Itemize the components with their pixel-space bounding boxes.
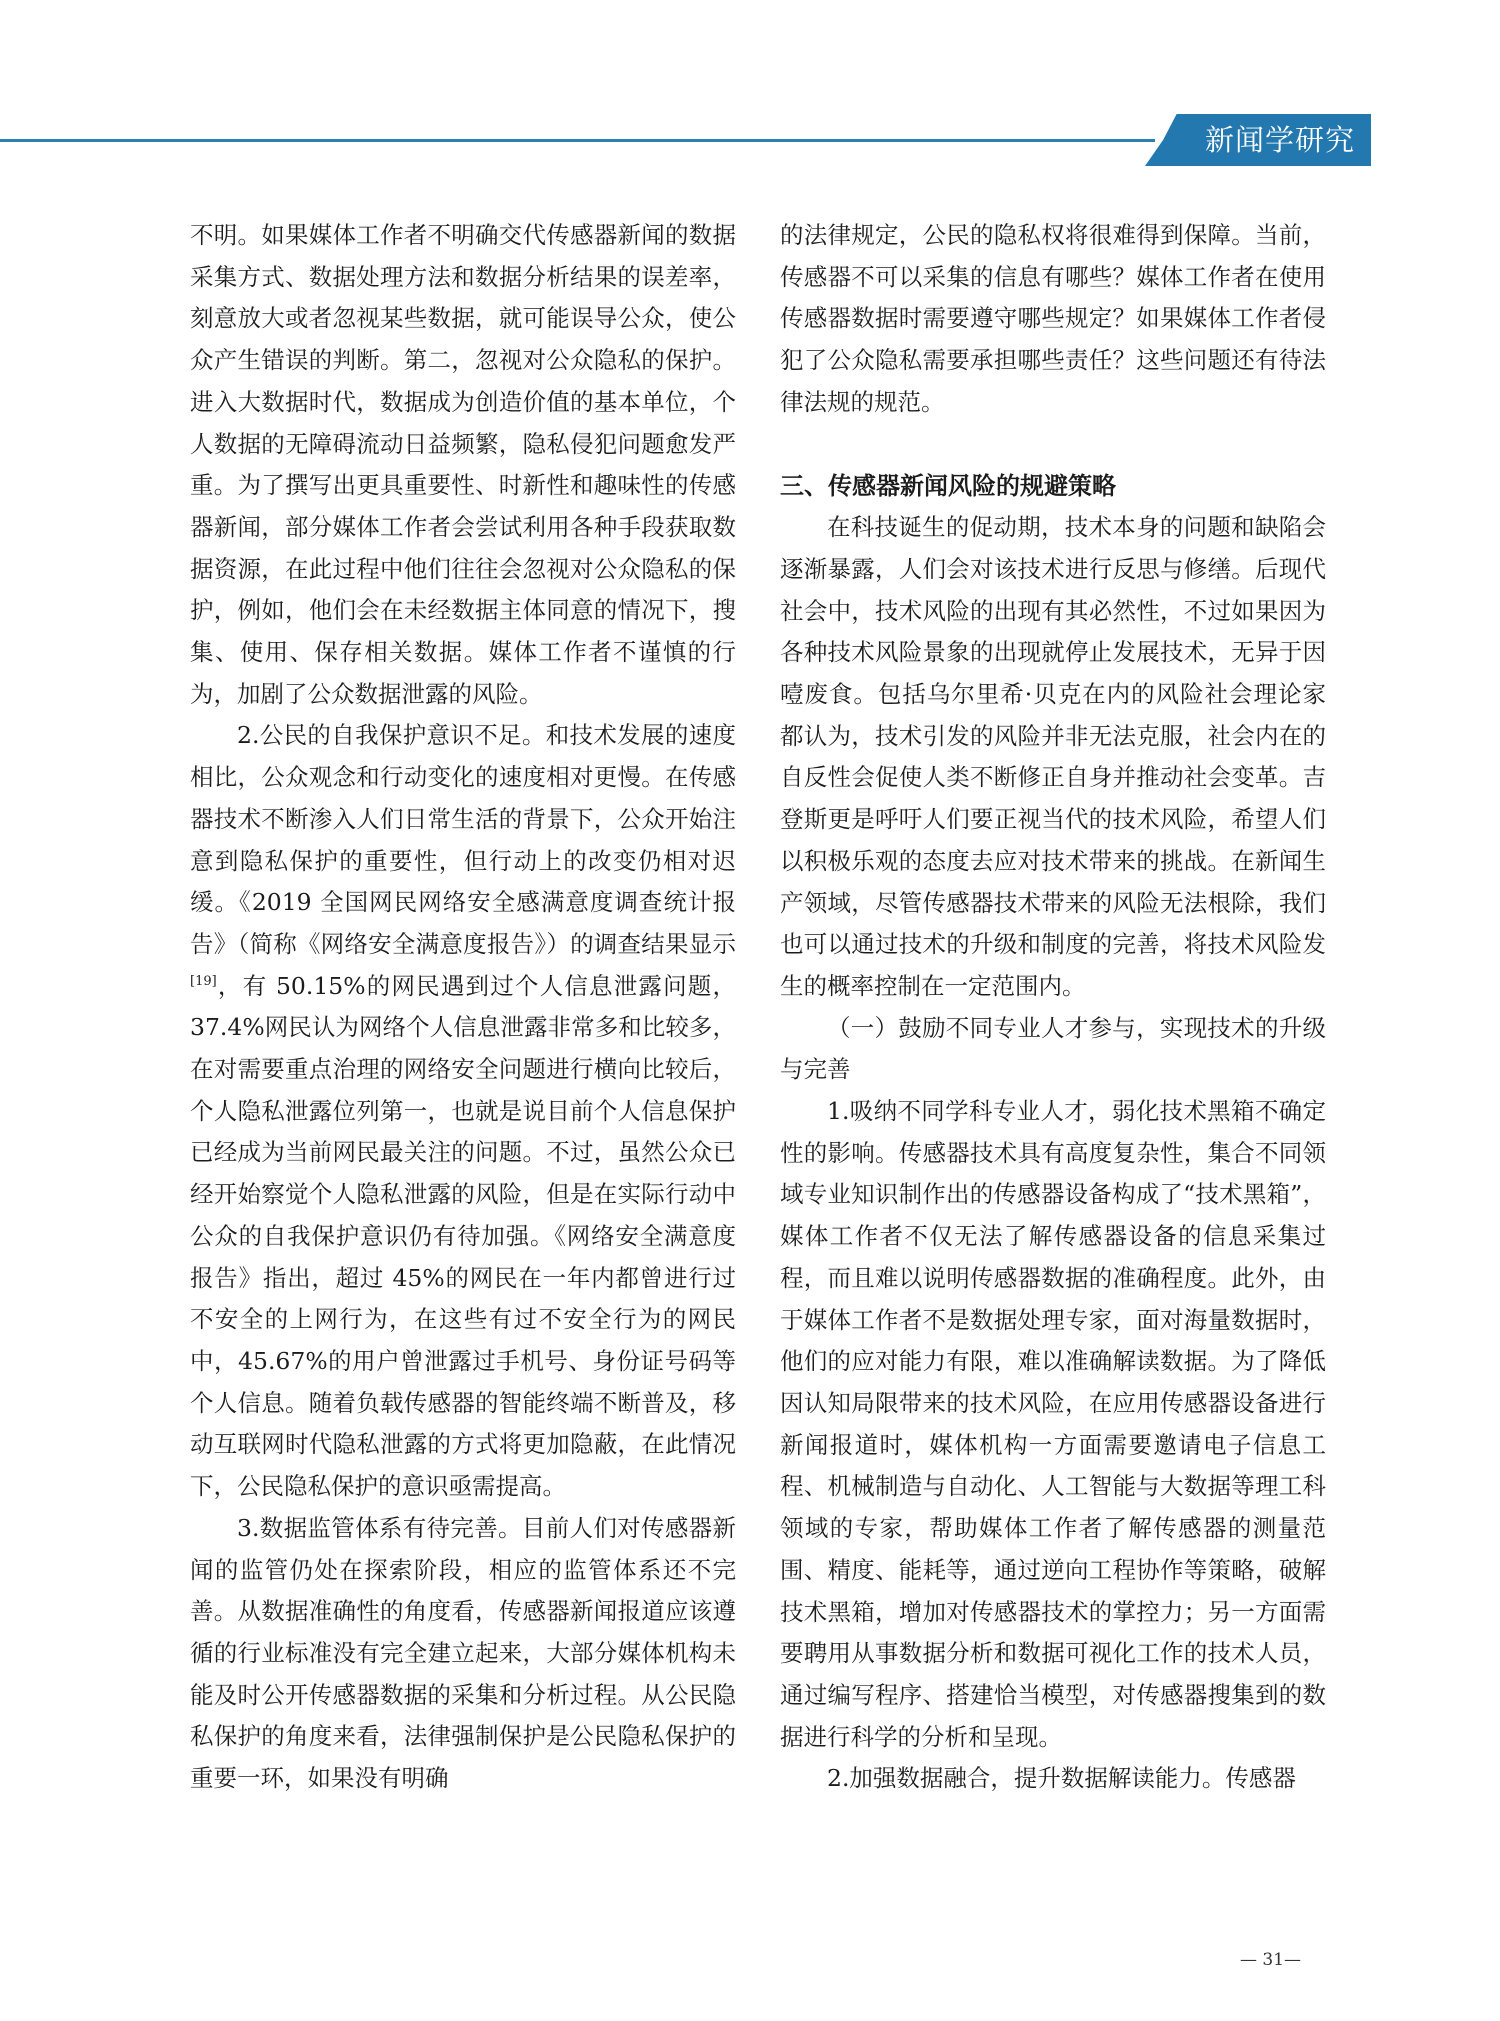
header-rule-line	[0, 139, 1155, 142]
subsection-heading: （一）鼓励不同专业人才参与，实现技术的升级与完善	[780, 1013, 1326, 1084]
left-column	[190, 215, 736, 1800]
reference-marker: [19]	[190, 973, 217, 989]
section-title: 新闻学研究	[1204, 123, 1355, 157]
paragraph-text: ，有 50.15%的网民遇到过个人信息泄露问题，37.4%网民认为网络个人信息泄露非常多和比较多，在对需要重点治理的网络安全问题进行横向比较后，个人隐私泄露位列第一，也就是说目前个人信息保护已经成为当前网民最关注的问题。不过，虽然公众已经开始察觉个人隐私泄露的风险，但是在实际行动中公众的自我保护意识仍有待加强。《网络安全满意度报告》指出，超过 45%的网民在一年内都曾进行过不安全的上网行为，在这些有过不安全行为的网民中，45.67%的用户曾泄露过手机号、身份证号码等个人信息。随着负载传感器的智能终端不断普及，移动互联网时代隐私泄露的方式将更加隐蔽，在此情况下，公民隐私保护的意识亟需提高。	[190, 971, 736, 1501]
right-column	[780, 215, 1326, 1800]
paragraph	[190, 715, 736, 1507]
paragraph: 2.加强数据融合，提升数据解读能力。传感器	[827, 1764, 1296, 1793]
paragraph: 不明。如果媒体工作者不明确交代传感器新闻的数据采集方式、数据处理方法和数据分析结果的误差率，刻意放大或者忽视某些数据，就可能误导公众，使公众产生错误的判断。第二，忽视对公众隐私的保护。进入大数据时代，数据成为创造价值的基本单位，个人数据的无障碍流动日益频繁，隐私侵犯问题愈发严重。为了撰写出更具重要性、时新性和趣味性的传感器新闻，部分媒体工作者会尝试利用各种手段获取数据资源，在此过程中他们往往会忽视对公众隐私的保护，例如，他们会在未经数据主体同意的情况下，搜集、使用、保存相关数据。媒体工作者不谨慎的行为，加剧了公众数据泄露的风险。	[190, 221, 736, 708]
paragraph: 在科技诞生的促动期，技术本身的问题和缺陷会逐渐暴露，人们会对该技术进行反思与修缮。后现代社会中，技术风险的出现有其必然性，不过如果因为各种技术风险景象的出现就停止发展技术，无异于因噎废食。包括乌尔里希·贝克在内的风险社会理论家都认为，技术引发的风险并非无法克服，社会内在的自反性会促使人类不断修正自身并推动社会变革。吉登斯更是呼吁人们要正视当代的技术风险，希望人们以积极乐观的态度去应对技术带来的挑战。在新闻生产领域，尽管传感器技术带来的风险无法根除，我们也可以通过技术的升级和制度的完善，将技术风险发生的概率控制在一定范围内。	[780, 513, 1326, 1000]
section-heading: 三、传感器新闻风险的规避策略	[780, 471, 1116, 500]
paragraph: 的法律规定，公民的隐私权将很难得到保障。当前，传感器不可以采集的信息有哪些？媒体工作者在使用传感器数据时需要遵守哪些规定？如果媒体工作者侵犯了公众隐私需要承担哪些责任？这些问题还有待法律法规的规范。	[780, 221, 1326, 416]
paragraph: 3.数据监管体系有待完善。目前人们对传感器新闻的监管仍处在探索阶段，相应的监管体系还不完善。从数据准确性的角度看，传感器新闻报道应该遵循的行业标准没有完全建立起来，大部分媒体机构未能及时公开传感器数据的采集和分析过程。从公民隐私保护的角度来看，法律强制保护是公民隐私保护的重要一环，如果没有明确	[190, 1513, 736, 1793]
paragraph-text: 2.公民的自我保护意识不足。和技术发展的速度相比，公众观念和行动变化的速度相对更慢。在传感器技术不断渗入人们日常生活的背景下，公众开始注意到隐私保护的重要性，但行动上的改变仍相对迟缓。《2019 全国网民网络安全感满意度调查统计报告》（简称《网络安全满意度报告》）的调查结果显示	[190, 721, 736, 958]
page-number: — 31—	[1240, 1950, 1302, 1970]
paragraph: 1.吸纳不同学科专业人才，弱化技术黑箱不确定性的影响。传感器技术具有高度复杂性，集合不同领域专业知识制作出的传感器设备构成了“技术黑箱”，媒体工作者不仅无法了解传感器设备的信息采集过程，而且难以说明传感器数据的准确程度。此外，由于媒体工作者不是数据处理专家，面对海量数据时，他们的应对能力有限，难以准确解读数据。为了降低因认知局限带来的技术风险，在应用传感器设备进行新闻报道时，媒体机构一方面需要邀请电子信息工程、机械制造与自动化、人工智能与大数据等理工科领域的专家，帮助媒体工作者了解传感器的测量范围、精度、能耗等，通过逆向工程协作等策略，破解技术黑箱，增加对传感器技术的掌控力；另一方面需要聘用从事数据分析和数据可视化工作的技术人员，通过编写程序、搭建恰当模型，对传感器搜集到的数据进行科学的分析和呈现。	[780, 1097, 1326, 1751]
